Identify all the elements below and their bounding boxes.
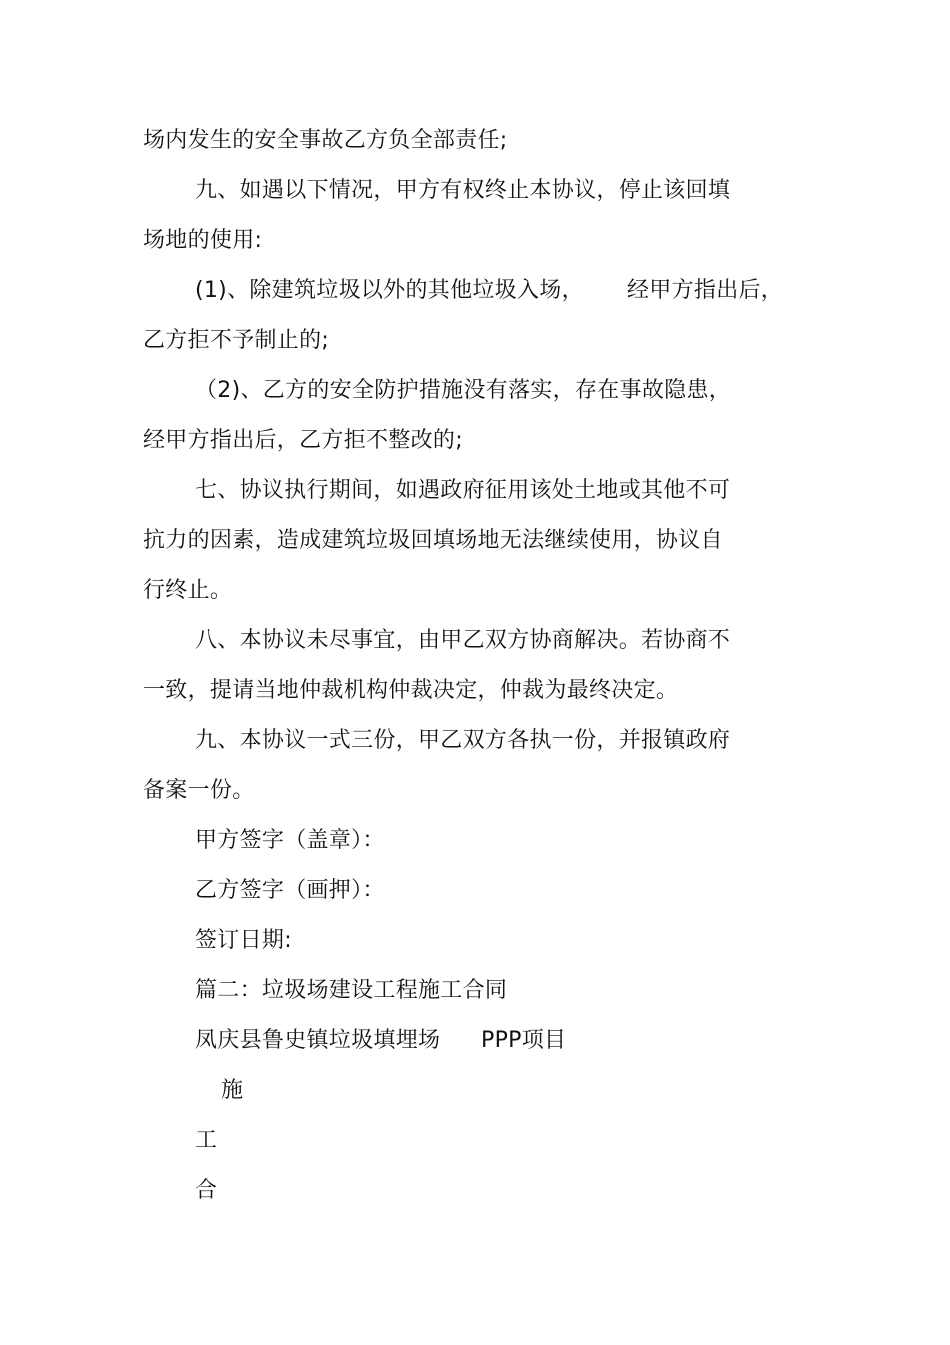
text-line-4b: 经甲方指出后， — [627, 278, 784, 303]
section-heading: 篇二：垃圾场建设工程施工合同 — [195, 978, 508, 1003]
text-line-9: 抗力的因素，造成建筑垃圾回填场地无法继续使用，协议自 — [143, 528, 723, 553]
text-line-7: 经甲方指出后，乙方拒不整改的; — [143, 428, 463, 453]
text-line-14: 备案一份。 — [143, 778, 255, 803]
party-a-signature-line: 甲方签字（盖章）： — [195, 828, 385, 853]
text-line-13: 九、本协议一式三份，甲乙双方各执一份，并报镇政府 — [195, 728, 731, 753]
project-type-text: PPP项目 — [481, 1028, 567, 1053]
text-line-6: （2)、乙方的安全防护措施没有落实，存在事故隐患， — [195, 378, 732, 403]
text-line-11: 八、本协议未尽事宜，由甲乙双方协商解决。若协商不 — [195, 628, 731, 653]
project-name-text: 凤庆县鲁史镇垃圾填埋场 — [195, 1028, 441, 1053]
party-b-signature-line: 乙方签字（画押）： — [195, 878, 385, 903]
signing-date-line: 签订日期: — [195, 928, 292, 953]
text-line-5: 乙方拒不予制止的; — [143, 328, 330, 353]
vertical-title-char-1: 施 — [221, 1078, 244, 1103]
text-line-10: 行终止。 — [143, 578, 233, 603]
vertical-title-char-3: 合 — [195, 1178, 218, 1203]
text-line-3: 场地的使用: — [143, 228, 263, 253]
text-line-1: 场内发生的安全事故乙方负全部责任; — [143, 128, 508, 153]
text-line-12: 一致，提请当地仲裁机构仲裁决定，仲裁为最终决定。 — [143, 678, 679, 703]
vertical-title-char-2: 工 — [195, 1128, 218, 1153]
text-line-4a: (1)、除建筑垃圾以外的其他垃圾入场， — [195, 278, 584, 303]
text-line-8: 七、协议执行期间，如遇政府征用该处土地或其他不可 — [195, 478, 731, 503]
text-line-2: 九、如遇以下情况，甲方有权终止本协议，停止该回填 — [195, 178, 731, 203]
